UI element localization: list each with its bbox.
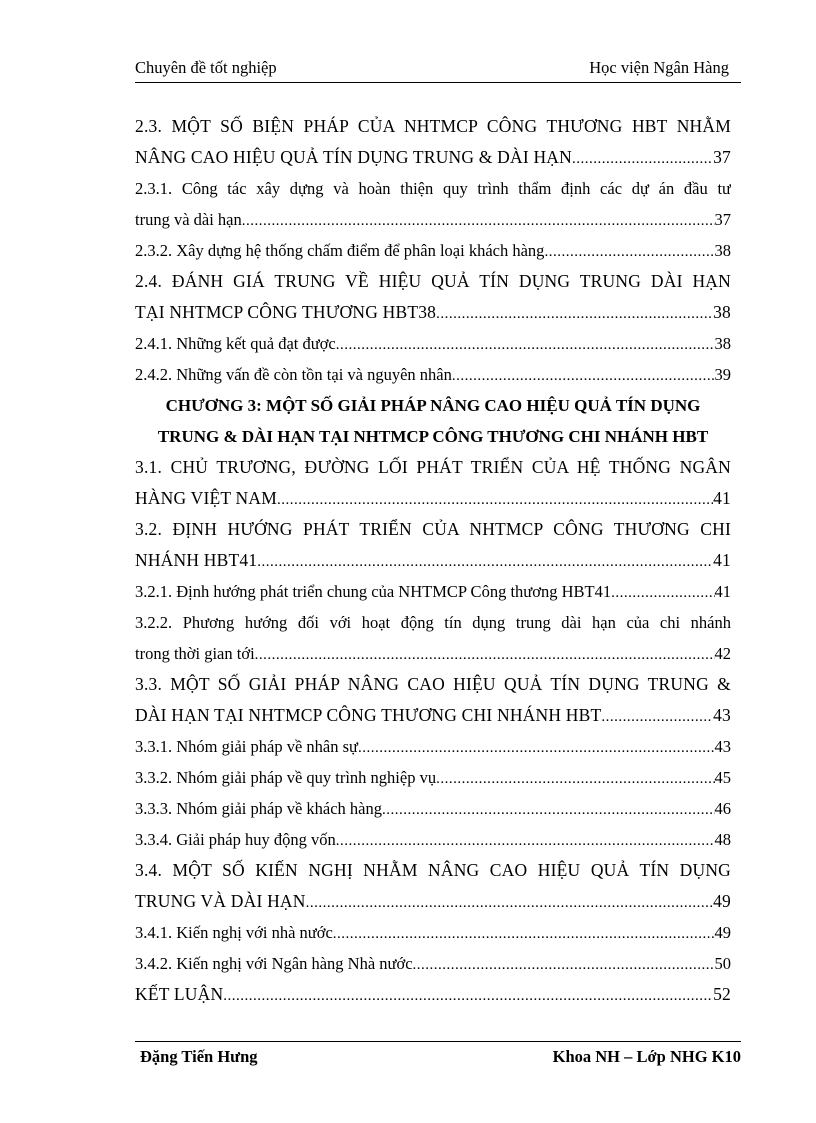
page-header (135, 56, 741, 83)
toc-entry-title-line-1: 2.4. ĐÁNH GIÁ TRUNG VỀ HIỆU QUẢ TÍN DỤNG TRUNG DÀI HẠN (135, 271, 731, 291)
toc-leader-dots (242, 206, 715, 235)
footer-author: Đặng Tiến Hưng (140, 1047, 258, 1066)
toc-entry-3-3[interactable] (135, 669, 731, 731)
toc-leader-dots (306, 888, 714, 917)
toc-entry-title: 2.3.2. Xây dựng hệ thống chấm điểm để phân loại khách hàng (135, 241, 545, 260)
toc-entry-3-4[interactable] (135, 855, 731, 917)
toc-leader-dots (358, 733, 715, 762)
toc-entry-title: 3.4.2. Kiến nghị với Ngân hàng Nhà nước (135, 954, 413, 973)
toc-leader-dots (611, 578, 714, 607)
toc-entry-title: 3.4.1. Kiến nghị với nhà nước (135, 923, 333, 942)
toc-entry-title: 2.4.2. Những vấn đề còn tồn tại và nguyên nhân (135, 365, 452, 384)
toc-entry-3-2-1[interactable] (135, 576, 731, 607)
toc-leader-dots (223, 981, 713, 1010)
toc-leader-dots (452, 361, 715, 390)
footer-class: Khoa NH – Lớp NHG K10 (552, 1047, 741, 1066)
toc-entry-title-line-2: TẠI NHTMCP CÔNG THƯƠNG HBT38 (135, 302, 437, 322)
toc-entry-2-4-2[interactable] (135, 359, 731, 390)
toc-entry-2-3[interactable] (135, 111, 731, 173)
toc-leader-dots (601, 702, 713, 731)
toc-page-number: 37 (714, 210, 731, 229)
toc-page-number: 38 (714, 241, 731, 260)
toc-entry-title-line-2: NHÁNH HBT41 (135, 550, 258, 570)
toc-page-number: 41 (713, 550, 731, 570)
toc-leader-dots (257, 547, 713, 576)
toc-page-number: 37 (713, 147, 731, 167)
toc-entry-3-4-1[interactable] (135, 917, 731, 948)
toc-entry-title-line-1: 3.2. ĐỊNH HƯỚNG PHÁT TRIỂN CỦA NHTMCP CÔNG THƯƠNG CHI (135, 519, 731, 539)
toc-leader-dots (572, 144, 713, 173)
toc-entry-title-line-1: 3.4. MỘT SỐ KIẾN NGHỊ NHẰM NÂNG CAO HIỆU QUẢ TÍN DỤNG (135, 860, 731, 880)
toc-entry-2-3-2[interactable] (135, 235, 731, 266)
toc-entry-title: 3.2.1. Định hướng phát triển chung của NHTMCP Công thương HBT41 (135, 582, 612, 601)
chapter-title-line-1: CHƯƠNG 3: MỘT SỐ GIẢI PHÁP NÂNG CAO HIỆU QUẢ TÍN DỤNG (165, 396, 701, 415)
toc-entry-title: 3.3.4. Giải pháp huy động vốn (135, 830, 336, 849)
toc-page-number: 42 (714, 644, 731, 663)
toc-page-number: 48 (714, 830, 731, 849)
toc-entry-title: 3.3.1. Nhóm giải pháp về nhân sự (135, 737, 358, 756)
toc-entry-title-line-1: 3.1. CHỦ TRƯƠNG, ĐƯỜNG LỐI PHÁT TRIỂN CỦA HỆ THỐNG NGÂN (135, 457, 731, 477)
toc-leader-dots (333, 919, 715, 948)
toc-page-number: 38 (713, 302, 731, 322)
toc-entry-3-3-2[interactable] (135, 762, 731, 793)
toc-page-number: 45 (714, 768, 731, 787)
toc-entry-3-3-3[interactable] (135, 793, 731, 824)
toc-entry-3-4-2[interactable] (135, 948, 731, 979)
toc-leader-dots (413, 950, 715, 979)
toc-entry-title-line-2: NÂNG CAO HIỆU QUẢ TÍN DỤNG TRUNG & DÀI HẠN (135, 147, 572, 167)
toc-entry-title-line-2: trung và dài hạn (135, 210, 242, 229)
toc-entry-2-4-1[interactable] (135, 328, 731, 359)
page-footer (135, 1041, 741, 1072)
toc-entry-3-1[interactable] (135, 452, 731, 514)
table-of-contents (135, 111, 731, 1010)
toc-entry-3-3-4[interactable] (135, 824, 731, 855)
toc-page-number: 43 (714, 737, 731, 756)
toc-entry-title-line-1: 3.2.2. Phương hướng đối với hoạt động tín dụng trung dài hạn của chi nhánh (135, 613, 731, 632)
toc-entry-title: 3.3.2. Nhóm giải pháp về quy trình nghiệp vụ (135, 768, 437, 787)
toc-page-number: 46 (714, 799, 731, 818)
toc-entry-title-line-2: DÀI HẠN TẠI NHTMCP CÔNG THƯƠNG CHI NHÁNH HBT (135, 705, 602, 725)
toc-page-number: 52 (713, 984, 731, 1004)
toc-leader-dots (255, 640, 715, 669)
toc-leader-dots (436, 764, 714, 793)
toc-page-number: 41 (713, 488, 731, 508)
toc-leader-dots (277, 485, 713, 514)
toc-page-number: 39 (714, 365, 731, 384)
toc-entry-title-line-1: 2.3. MỘT SỐ BIỆN PHÁP CỦA NHTMCP CÔNG THƯƠNG HBT NHẰM (135, 116, 731, 136)
toc-entry-3-3-1[interactable] (135, 731, 731, 762)
toc-entry-3-2[interactable] (135, 514, 731, 576)
header-document-type: Chuyên đề tốt nghiệp (135, 58, 277, 77)
toc-entry-title: 2.4.1. Những kết quả đạt được (135, 334, 336, 353)
toc-page-number: 38 (714, 334, 731, 353)
toc-entry-title: KẾT LUẬN (135, 984, 224, 1004)
toc-entry-title: 3.3.3. Nhóm giải pháp về khách hàng (135, 799, 382, 818)
toc-entry-title-line-1: 2.3.1. Công tác xây dựng và hoàn thiện quy trình thẩm định các dự án đầu tư (135, 179, 731, 198)
toc-page-number: 49 (713, 891, 731, 911)
toc-page-number: 43 (713, 705, 731, 725)
toc-entry-2-4[interactable] (135, 266, 731, 328)
toc-entry-title-line-2: trong thời gian tới (135, 644, 255, 663)
toc-entry-title-line-2: HÀNG VIỆT NAM (135, 488, 277, 508)
toc-chapter-3[interactable] (135, 390, 731, 452)
toc-page-number: 50 (714, 954, 731, 973)
toc-entry-2-3-1[interactable] (135, 173, 731, 235)
toc-entry-title-line-2: TRUNG VÀ DÀI HẠN (135, 891, 306, 911)
toc-entry-title-line-1: 3.3. MỘT SỐ GIẢI PHÁP NÂNG CAO HIỆU QUẢ TÍN DỤNG TRUNG & (135, 674, 731, 694)
toc-entry-conclusion[interactable] (135, 979, 731, 1010)
toc-leader-dots (336, 826, 715, 855)
toc-page-number: 49 (714, 923, 731, 942)
toc-leader-dots (436, 299, 713, 328)
header-institution: Học viện Ngân Hàng (589, 58, 729, 77)
toc-leader-dots (336, 330, 715, 359)
toc-leader-dots (544, 237, 714, 266)
toc-page-number: 41 (714, 582, 731, 601)
toc-leader-dots (382, 795, 715, 824)
toc-entry-3-2-2[interactable] (135, 607, 731, 669)
chapter-title-line-2: TRUNG & DÀI HẠN TẠI NHTMCP CÔNG THƯƠNG CHI NHÁNH HBT (157, 427, 709, 446)
